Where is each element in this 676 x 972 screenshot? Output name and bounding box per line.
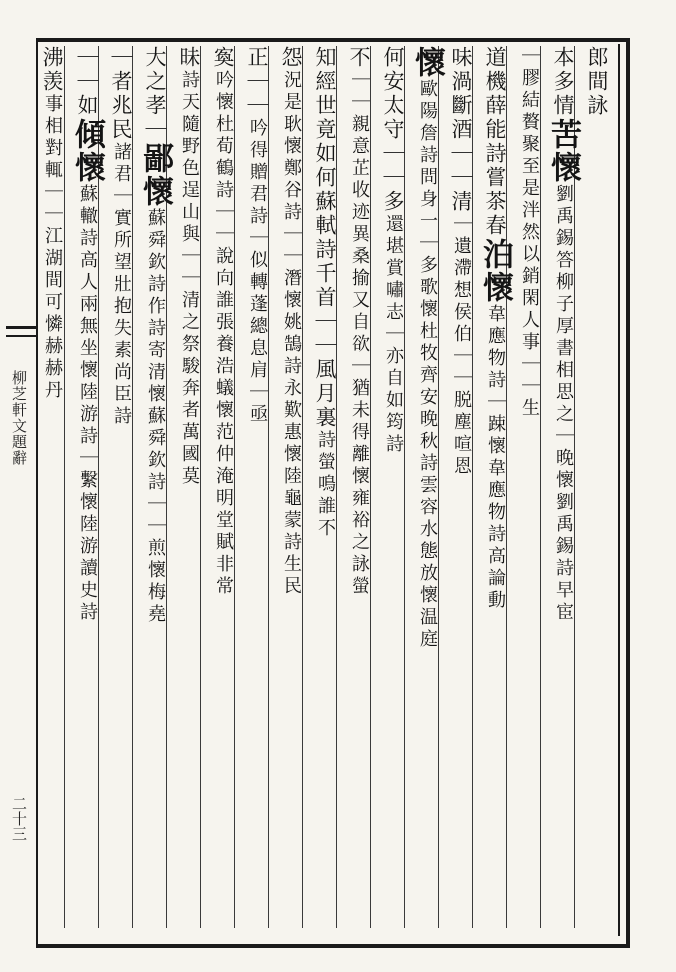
column-note: 事相對輒｜｜江湖間可憐赫赫丹 <box>42 94 63 402</box>
column-text: 正｜｜ <box>245 46 269 118</box>
column-text: 怨 <box>279 46 303 70</box>
text-column-17 <box>38 46 66 928</box>
column-text: ｜者兆民 <box>109 46 133 142</box>
column-text: 道機薛能詩嘗茶春 <box>483 46 507 238</box>
text-column-16 <box>64 46 109 928</box>
column-heading: 泊懷 <box>477 238 513 304</box>
column-text: ｜｜如 <box>75 46 99 118</box>
column-note: 詩螢鳴誰不 <box>315 430 336 540</box>
column-text: 昧 <box>177 46 201 70</box>
column-text: 大之孝｜ <box>143 46 167 142</box>
margin-page-number: 二十三 <box>10 796 28 841</box>
column-note: 況是耿懷鄭谷詩｜｜潛懷姚鵠詩永歎惠懷陸龜蒙詩生民 <box>281 70 302 598</box>
column-note: 蘇舜欽詩作詩寄清懷蘇舜欽詩｜｜煎懷梅堯 <box>145 208 166 626</box>
column-heading: 傾懷 <box>69 118 105 184</box>
column-heading: 鄙懷 <box>137 142 173 208</box>
margin-book-title: 柳芝軒文題辭 <box>10 370 28 466</box>
column-text: 味渦斷酒｜｜清 <box>449 46 473 214</box>
column-note: 歐陽詹詩問身一｜多歌懷杜牧齊安晚秋詩雲容水態放懷温庭 <box>417 79 438 651</box>
column-note: 諸君｜實所望壯抱失素尚臣詩 <box>111 142 132 428</box>
column-text: 知經世竟如何蘇軾詩千首｜｜風月裏 <box>313 46 337 430</box>
column-note: 韋應物詩｜踈懷韋應物詩高論動 <box>485 304 506 612</box>
column-note: ｜遺滯想侯伯｜｜脱塵喧恩 <box>451 214 472 478</box>
column-note: 劉禹錫答柳子厚書相思之｜晚懷劉禹錫詩早宦 <box>553 184 574 624</box>
column-heading: 懷 <box>409 46 445 79</box>
column-note: 蘇轍詩高人兩無坐懷陸游詩｜繫懷陸游讀史詩 <box>77 184 98 624</box>
column-note: 吟懷杜荀鶴詩｜｜說向誰張養浩蟻懷范仲淹明堂賦非常 <box>213 70 234 598</box>
column-note: 還堪賞嘯志｜亦自如筠詩 <box>383 214 404 456</box>
fold-margin <box>0 38 38 944</box>
column-text: 不 <box>347 46 371 70</box>
column-text: 本多情 <box>551 46 575 118</box>
column-note: 詩天隨野色逞山與｜｜清之祭駿奔者萬國莫 <box>179 70 200 488</box>
column-note: 吟得贈君詩｜似轉蓬總息肩｜亟 <box>247 118 268 426</box>
column-text: 沸羡 <box>40 46 64 94</box>
column-text: 何安太守｜｜多 <box>381 46 405 214</box>
column-note: ｜｜親意芷收迹異桑揄又自欲｜猶未得離懷雍裕之詠螢 <box>349 70 370 598</box>
fish-tail-mark <box>6 326 36 359</box>
column-heading: 苦懷 <box>545 118 581 184</box>
column-text: 寏 <box>211 46 235 70</box>
column-text: 郎間詠 <box>585 46 609 118</box>
column-note: ｜膠結贅聚至是泮然以銷閑人事｜｜生 <box>519 46 540 420</box>
